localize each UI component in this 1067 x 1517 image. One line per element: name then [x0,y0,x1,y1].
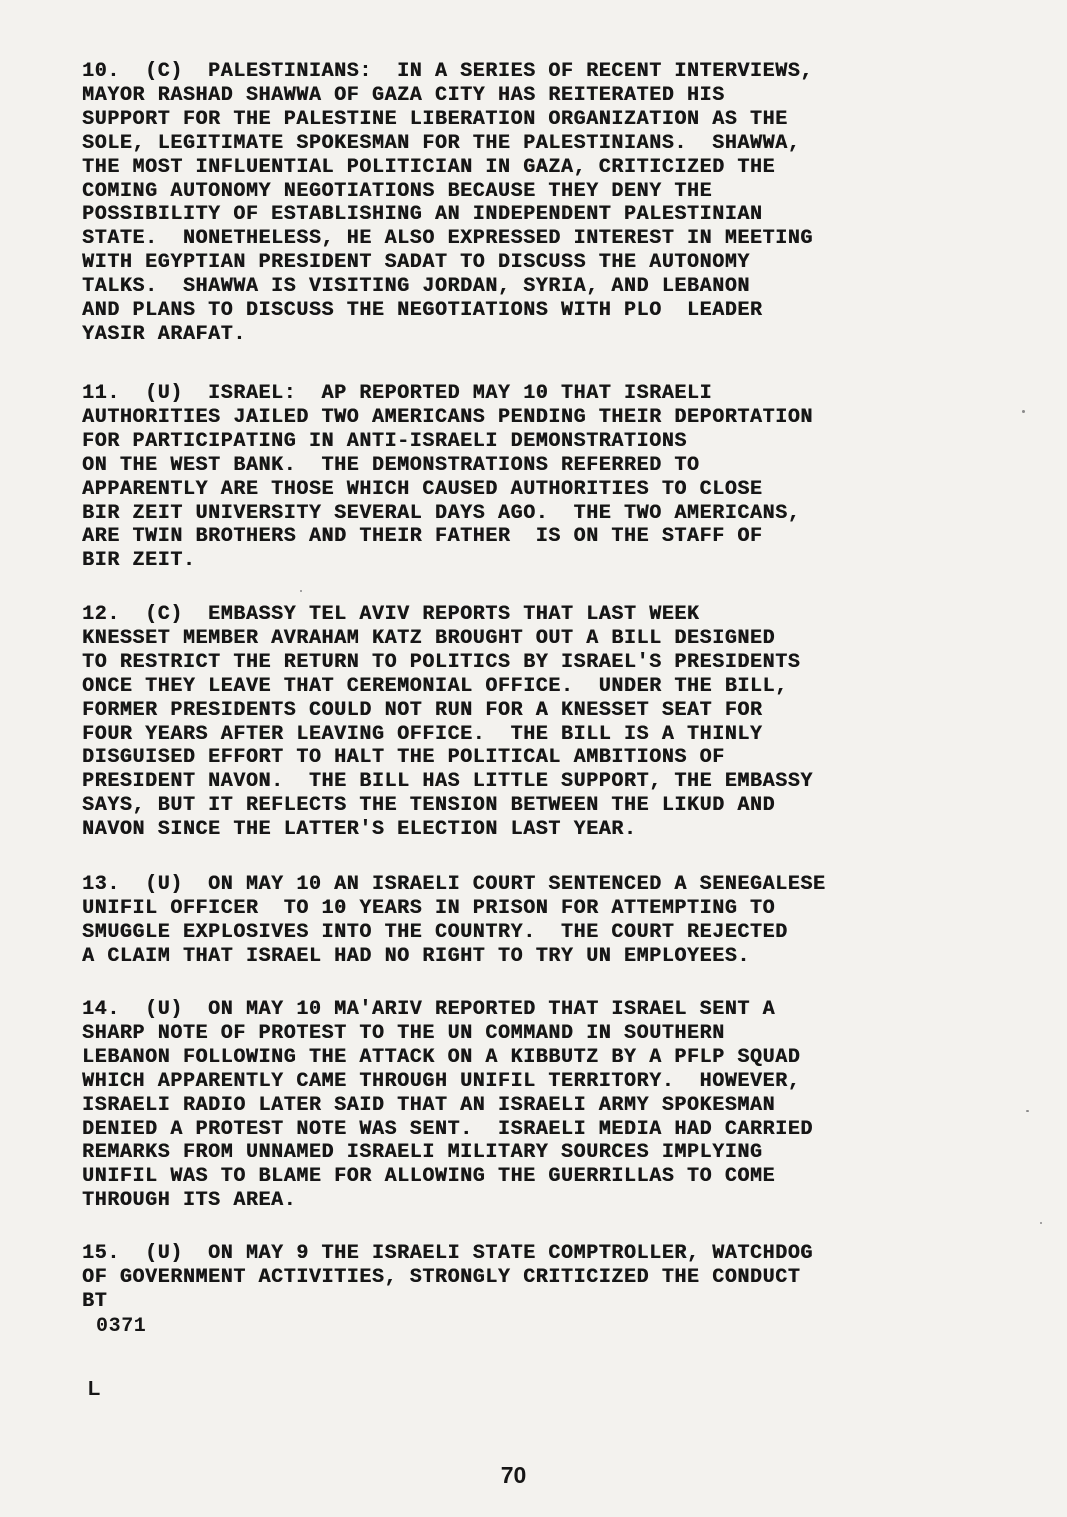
end-mark: L [88,1378,101,1400]
paragraph-14: 14. (U) ON MAY 10 MA'ARIV REPORTED THAT ISRAEL SENT A SHARP NOTE OF PROTEST TO THE UN COMMAND IN SOUTHERN LEBANON FOLLOWING THE ATTACK ON A KIBBUTZ BY A PFLP SQUAD WHICH APPARENTLY CAME THROUGH UNIFIL TERRITORY. HOWEVER, ISRAELI RADIO LATER SAID THAT AN ISRAELI ARMY SPOKESMAN DENIED A PROTEST NOTE WAS SENT. ISRAELI MEDIA HAD CARRIED REMARKS FROM UNNAMED ISRAELI MILITARY SOURCES IMPLYING UNIFIL WAS TO BLAME FOR ALLOWING THE GUERRILLAS TO COME THROUGH ITS AREA. [82,998,813,1213]
message-number: 0371 [96,1315,147,1338]
paragraph-12: 12. (C) EMBASSY TEL AVIV REPORTS THAT LAST WEEK KNESSET MEMBER AVRAHAM KATZ BROUGHT OUT A BILL DESIGNED TO RESTRICT THE RETURN TO POLITICS BY ISRAEL'S PRESIDENTS ONCE THEY LEAVE THAT CEREMONIAL OFFICE. UNDER THE BILL, FORMER PRESIDENTS COULD NOT RUN FOR A KNESSET SEAT FOR FOUR YEARS AFTER LEAVING OFFICE. THE BILL IS A THINLY DISGUISED EFFORT TO HALT THE POLITICAL AMBITIONS OF PRESIDENT NAVON. THE BILL HAS LITTLE SUPPORT, THE EMBASSY SAYS, BUT IT REFLECTS THE TENSION BETWEEN THE LIKUD AND NAVON SINCE THE LATTER'S ELECTION LAST YEAR. [82,603,813,842]
scan-speck [1040,1222,1042,1224]
scan-speck [1026,1110,1029,1112]
paragraph-15: 15. (U) ON MAY 9 THE ISRAELI STATE COMPTROLLER, WATCHDOG OF GOVERNMENT ACTIVITIES, STRONGLY CRITICIZED THE CONDUCT BT [82,1242,813,1313]
paragraph-10: 10. (C) PALESTINIANS: IN A SERIES OF RECENT INTERVIEWS, MAYOR RASHAD SHAWWA OF GAZA CITY HAS REITERATED HIS SUPPORT FOR THE PALESTINE LIBERATION ORGANIZATION AS THE SOLE, LEGITIMATE SPOKESMAN FOR THE PALESTINIANS. SHAWWA, THE MOST INFLUENTIAL POLITICIAN IN GAZA, CRITICIZED THE COMING AUTONOMY NEGOTIATIONS BECAUSE THEY DENY THE POSSIBILITY OF ESTABLISHING AN INDEPENDENT PALESTINIAN STATE. NONETHELESS, HE ALSO EXPRESSED INTEREST IN MEETING WITH EGYPTIAN PRESIDENT SADAT TO DISCUSS THE AUTONOMY TALKS. SHAWWA IS VISITING JORDAN, SYRIA, AND LEBANON AND PLANS TO DISCUSS THE NEGOTIATIONS WITH PLO LEADER YASIR ARAFAT. [82,60,813,346]
scan-speck [1022,410,1025,413]
page-number: 70 [500,1462,527,1488]
scan-speck [300,590,302,592]
paragraph-13: 13. (U) ON MAY 10 AN ISRAELI COURT SENTENCED A SENEGALESE UNIFIL OFFICER TO 10 YEARS IN PRISON FOR ATTEMPTING TO SMUGGLE EXPLOSIVES INTO THE COUNTRY. THE COURT REJECTED A CLAIM THAT ISRAEL HAD NO RIGHT TO TRY UN EMPLOYEES. [82,873,826,968]
paragraph-11: 11. (U) ISRAEL: AP REPORTED MAY 10 THAT ISRAELI AUTHORITIES JAILED TWO AMERICANS PENDING THEIR DEPORTATION FOR PARTICIPATING IN ANTI-ISRAELI DEMONSTRATIONS ON THE WEST BANK. THE DEMONSTRATIONS REFERRED TO APPARENTLY ARE THOSE WHICH CAUSED AUTHORITIES TO CLOSE BIR ZEIT UNIVERSITY SEVERAL DAYS AGO. THE TWO AMERICANS, ARE TWIN BROTHERS AND THEIR FATHER IS ON THE STAFF OF BIR ZEIT. [82,382,813,573]
